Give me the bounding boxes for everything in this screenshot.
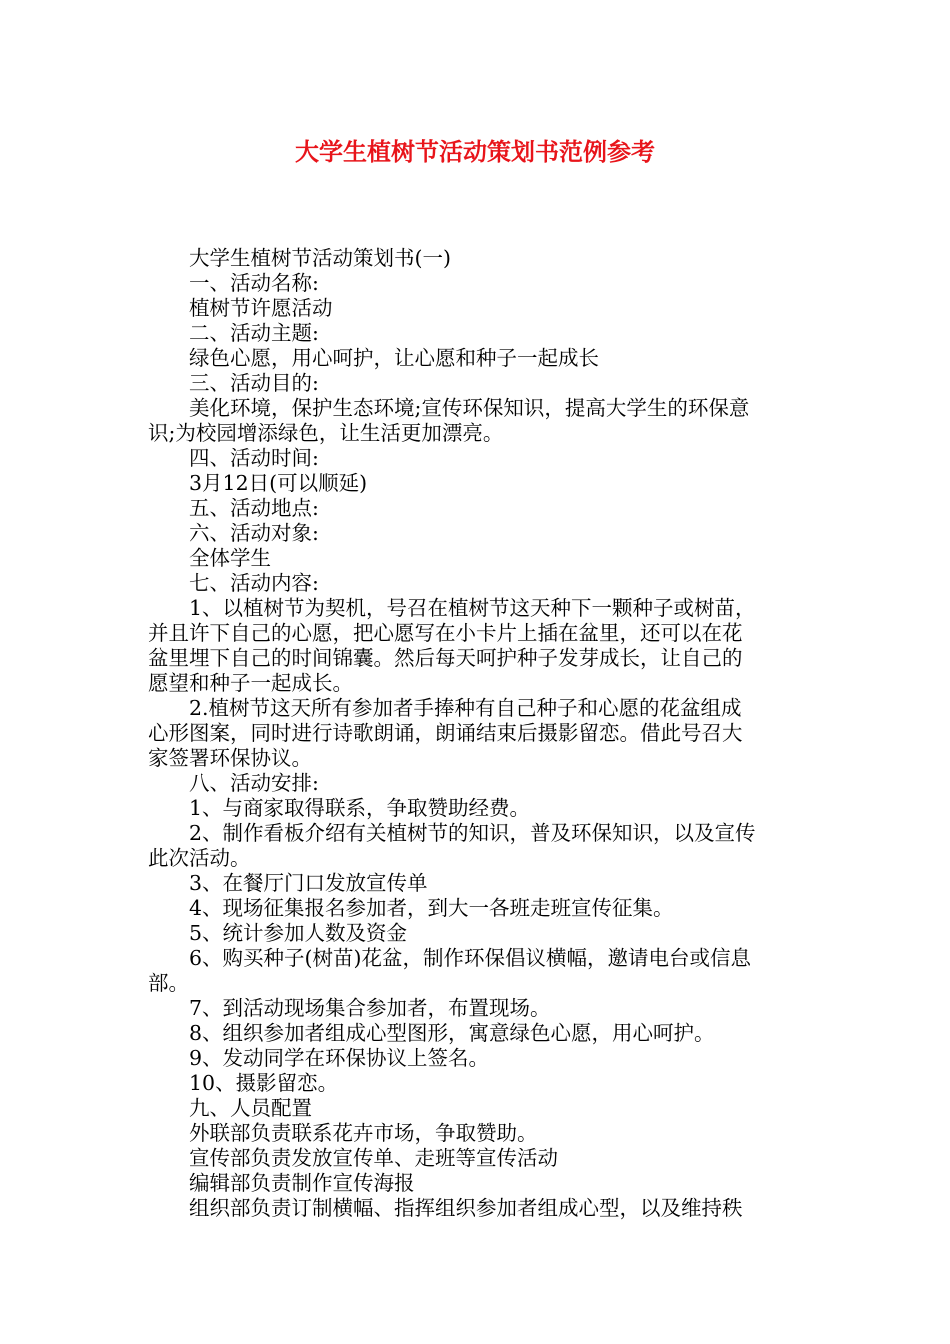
- text-line: 4、现场征集报名参加者，到大一各班走班宣传征集。: [189, 896, 674, 920]
- text-line: 1、以植树节为契机，号召在植树节这天种下一颗种子或树苗，: [189, 596, 756, 620]
- text-line: 8、组织参加者组成心型图形，寓意绿色心愿，用心呵护。: [189, 1021, 715, 1045]
- document-title: 大学生植树节活动策划书范例参考: [295, 138, 655, 166]
- text-line: 6、购买种子(树苗)花盆，制作环保倡议横幅，邀请电台或信息: [189, 946, 752, 970]
- text-line: 5、统计参加人数及资金: [189, 921, 408, 945]
- text-line: 大学生植树节活动策划书(一): [189, 246, 451, 270]
- text-line: 三、活动目的:: [189, 371, 319, 395]
- text-line: 全体学生: [189, 546, 271, 570]
- text-line: 部。: [148, 971, 189, 995]
- text-line: 并且许下自己的心愿，把心愿写在小卡片上插在盆里，还可以在花: [148, 621, 743, 645]
- text-line: 心形图案，同时进行诗歌朗诵，朗诵结束后摄影留恋。借此号召大: [148, 721, 743, 745]
- text-line: 八、活动安排:: [189, 771, 319, 795]
- text-line: 家签署环保协议。: [148, 746, 312, 770]
- text-line: 1、与商家取得联系，争取赞助经费。: [189, 796, 531, 820]
- text-line: 九、人员配置: [189, 1096, 312, 1120]
- text-line: 盆里埋下自己的时间锦囊。然后每天呵护种子发芽成长，让自己的: [148, 646, 743, 670]
- text-line: 组织部负责订制横幅、指挥组织参加者组成心型，以及维持秩: [189, 1196, 743, 1220]
- text-line: 植树节许愿活动: [189, 296, 333, 320]
- text-line: 愿望和种子一起成长。: [148, 671, 353, 695]
- text-line: 二、活动主题:: [189, 321, 319, 345]
- text-line: 2.植树节这天所有参加者手捧种有自己种子和心愿的花盆组成: [189, 696, 742, 720]
- text-line: 3月12日(可以顺延): [189, 471, 368, 495]
- text-line: 3、在餐厅门口发放宣传单: [189, 871, 428, 895]
- text-line: 一、活动名称:: [189, 271, 319, 295]
- text-line: 六、活动对象:: [189, 521, 319, 545]
- text-line: 宣传部负责发放宣传单、走班等宣传活动: [189, 1146, 558, 1170]
- text-line: 四、活动时间:: [189, 446, 319, 470]
- text-line: 七、活动内容:: [189, 571, 319, 595]
- document-body: [148, 246, 808, 1221]
- text-line: 美化环境，保护生态环境;宣传环保知识，提高大学生的环保意: [189, 396, 750, 420]
- text-line: 绿色心愿，用心呵护，让心愿和种子一起成长: [189, 346, 599, 370]
- text-line: 此次活动。: [148, 846, 251, 870]
- text-line: 编辑部负责制作宣传海报: [189, 1171, 415, 1195]
- text-line: 五、活动地点:: [189, 496, 319, 520]
- text-line: 10、摄影留恋。: [189, 1071, 339, 1095]
- text-line: 2、制作看板介绍有关植树节的知识，普及环保知识，以及宣传: [189, 821, 756, 845]
- text-line: 7、到活动现场集合参加者，布置现场。: [189, 996, 551, 1020]
- text-line: 外联部负责联系花卉市场，争取赞助。: [189, 1121, 538, 1145]
- text-line: 识;为校园增添绿色，让生活更加漂亮。: [148, 421, 504, 445]
- text-line: 9、发动同学在环保协议上签名。: [189, 1046, 490, 1070]
